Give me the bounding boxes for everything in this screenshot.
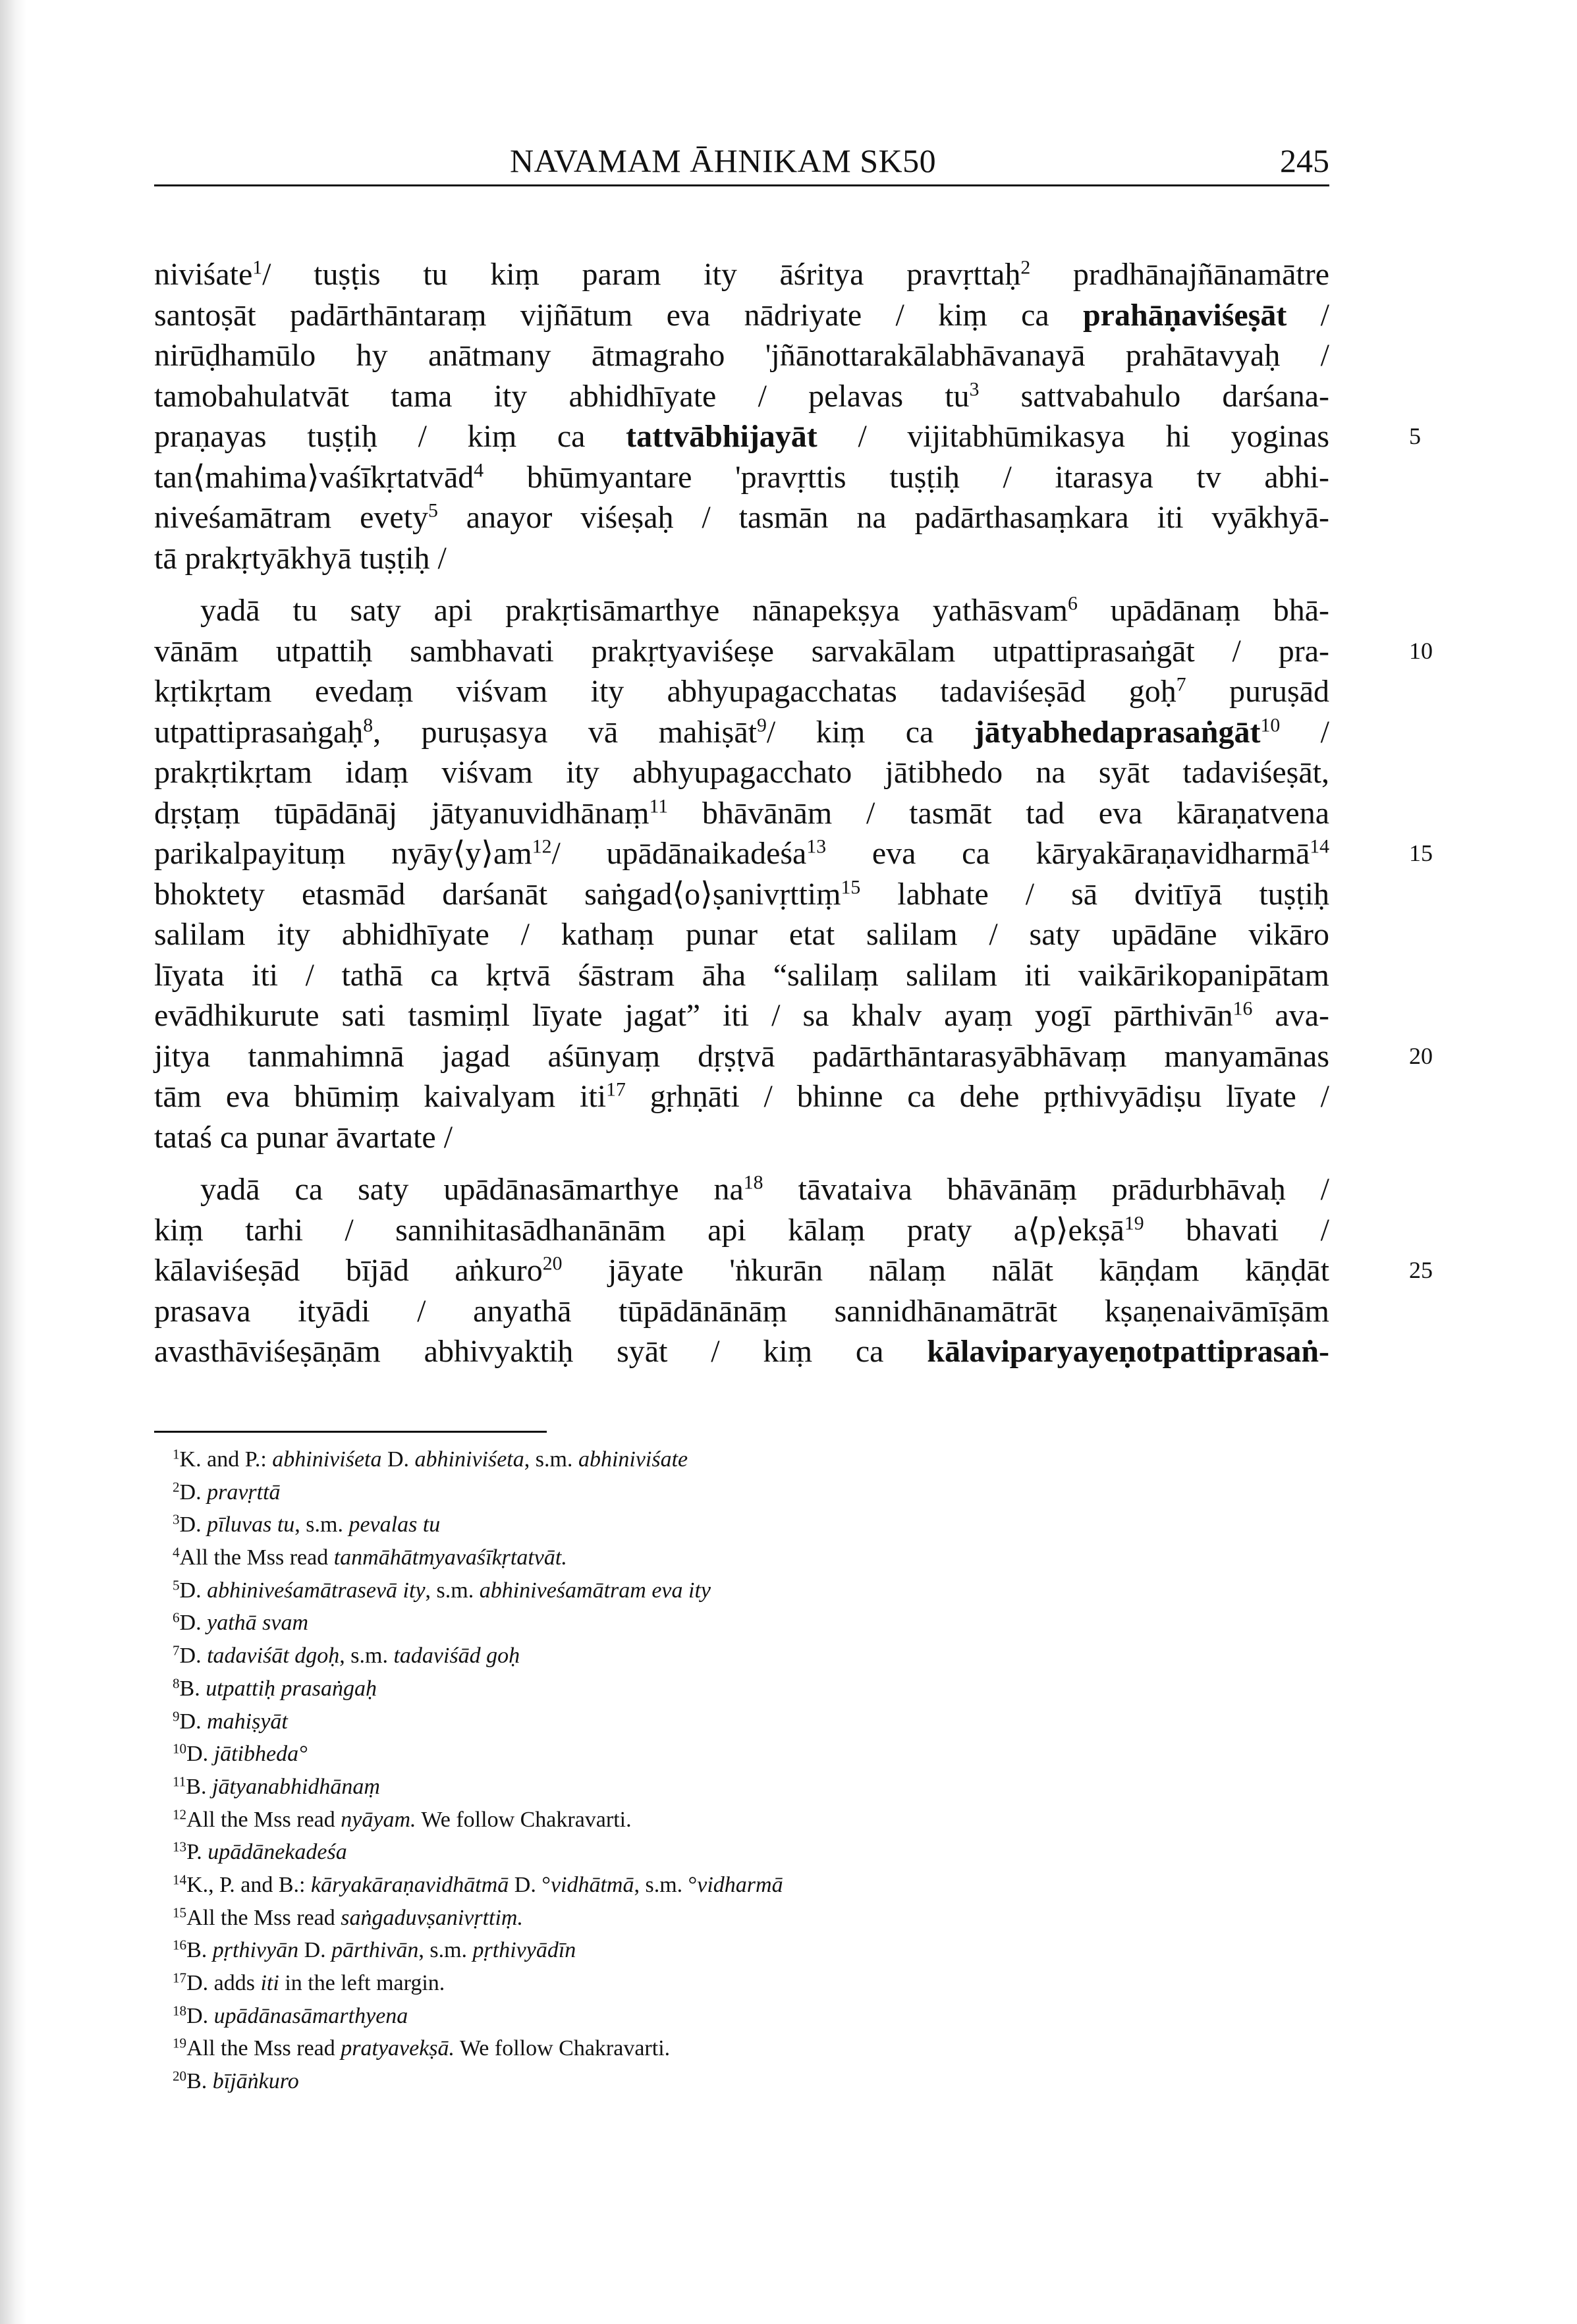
text-run: / upādānaikadeśa xyxy=(551,836,807,871)
line-content xyxy=(154,1210,1329,1251)
text-run: D. xyxy=(179,1480,208,1505)
text-run: D. xyxy=(179,1578,208,1603)
running-header xyxy=(154,142,1329,181)
line-content xyxy=(154,712,1329,753)
text-run: K., P. and B.: xyxy=(186,1872,311,1897)
footnote-ref: 20 xyxy=(542,1252,563,1275)
footnote-number: 15 xyxy=(173,1904,187,1921)
line-content xyxy=(154,1076,1329,1117)
text-run: nirūḍhamūlo hy anātmany ātmagraho 'jñānottarakālabhāvanayā prahātavyaḥ / xyxy=(154,338,1329,373)
footnote xyxy=(173,1673,1292,1705)
text-run: , s.m. xyxy=(339,1644,394,1669)
footnote-number: 5 xyxy=(173,1577,180,1593)
italic-reading: yathā svam xyxy=(207,1611,309,1636)
text-run: bhūmyantare 'pravṛttis tuṣṭiḥ / itarasya tv abhi- xyxy=(484,459,1329,495)
footnotes xyxy=(173,1443,1292,2098)
bold-lemma: kālaviparyayeṇotpattiprasaṅ- xyxy=(927,1334,1329,1369)
text-line xyxy=(154,1291,1329,1332)
bold-lemma: prahāṇaviśeṣāt xyxy=(1082,297,1287,333)
text-run: All the Mss read xyxy=(186,1905,341,1930)
footnote xyxy=(173,2032,1292,2065)
text-line xyxy=(154,955,1329,996)
main-text xyxy=(154,254,1433,1372)
text-run: tan⟨mahima⟩vaśīkṛtatvād xyxy=(154,459,474,495)
text-run: parikalpayituṃ nyāy⟨y⟩am xyxy=(154,836,532,871)
footnote-ref: 15 xyxy=(841,876,861,899)
line-content xyxy=(154,1331,1329,1372)
text-line xyxy=(154,712,1329,753)
footnote-number: 2 xyxy=(173,1479,180,1495)
footnote-ref: 6 xyxy=(1068,592,1078,615)
text-line xyxy=(154,833,1433,874)
text-run: salilam ity abhidhīyate / kathaṃ punar etat salilam / saty upādāne vikāro xyxy=(154,917,1329,952)
italic-reading: bījāṅkuro xyxy=(212,2069,299,2094)
footnote xyxy=(173,1836,1292,1869)
italic-reading: pṛthivyādīn xyxy=(472,1938,576,1963)
text-line xyxy=(154,995,1329,1036)
text-run: niviśate xyxy=(154,257,253,292)
line-content xyxy=(154,416,1329,457)
text-run: All the Mss read xyxy=(179,1545,334,1570)
text-run: dṛṣṭaṃ tūpādānāj jātyanuvidhānaṃ xyxy=(154,795,650,831)
text-run: D. xyxy=(179,1644,208,1669)
text-line xyxy=(154,457,1329,498)
italic-reading: abhiniveśamātram eva ity xyxy=(479,1578,711,1603)
italic-reading: vidharmā xyxy=(697,1872,783,1897)
footnote-number: 8 xyxy=(173,1675,180,1692)
text-line xyxy=(154,416,1421,457)
footnote-number: 6 xyxy=(173,1609,180,1626)
text-run: , s.m. xyxy=(294,1512,349,1537)
line-number: 5 xyxy=(1409,423,1421,449)
footnote-number: 16 xyxy=(173,1937,187,1953)
line-content xyxy=(154,793,1329,834)
text-run: kiṃ tarhi / sannihitasādhanānām api kālaṃ praty a⟨p⟩ekṣā xyxy=(154,1212,1124,1248)
footnote-ref: 19 xyxy=(1124,1212,1144,1234)
italic-reading: tadaviśād goḥ xyxy=(393,1644,520,1669)
text-run: labhate / sā dvitīyā tuṣṭiḥ xyxy=(860,876,1330,912)
text-run: gṛhṇāti / bhinne ca dehe pṛthivyādiṣu līyate / xyxy=(625,1079,1329,1114)
line-content xyxy=(154,833,1329,874)
footnote-ref: 1 xyxy=(252,256,263,279)
line-number: 20 xyxy=(1409,1042,1433,1069)
text-run: tāvataiva bhāvānāṃ prādurbhāvaḥ / xyxy=(763,1172,1329,1207)
text-line xyxy=(154,793,1329,834)
footnote-ref: 16 xyxy=(1232,997,1253,1020)
line-content xyxy=(154,538,447,579)
line-content xyxy=(154,874,1329,915)
line-content xyxy=(154,376,1329,417)
line-content xyxy=(200,590,1329,631)
text-run: prakṛtikṛtam idaṃ viśvam ity abhyupagacchato jātibhedo na syāt tadaviśeṣāt, xyxy=(154,755,1329,790)
line-content xyxy=(154,1117,453,1158)
line-content xyxy=(154,295,1329,336)
text-run: jitya tanmahimnā jagad aśūnyaṃ dṛṣṭvā padārthāntarasyābhāvaṃ manyamānas xyxy=(154,1038,1329,1074)
line-content xyxy=(154,631,1329,672)
text-run: eva ca kāryakāraṇavidharmā xyxy=(826,836,1310,871)
footnote-number: 3 xyxy=(173,1511,180,1528)
text-run: / kiṃ ca xyxy=(766,714,974,750)
footnote-ref: 17 xyxy=(606,1078,626,1101)
footnote xyxy=(173,1574,1292,1607)
text-run: bhoktety etasmād darśanāt saṅgad⟨o⟩ṣanivṛttiṃ xyxy=(154,876,841,912)
footnote-ref: 3 xyxy=(969,378,980,401)
footnote xyxy=(173,1443,1292,1476)
page-number: 245 xyxy=(1280,142,1329,179)
italic-reading: abhiniviśeta xyxy=(272,1447,382,1472)
footnote-ref: 11 xyxy=(649,795,669,817)
footnote-ref: 12 xyxy=(532,835,552,858)
text-run: jāyate 'ṅkurān nālaṃ nālāt kāṇḍam kāṇḍāt xyxy=(562,1253,1329,1288)
italic-reading: vidhātmā xyxy=(550,1872,634,1897)
italic-reading: saṅgaduvṣanivṛttiṃ. xyxy=(341,1905,523,1930)
footnote xyxy=(173,1967,1292,2000)
footnote xyxy=(173,1508,1292,1541)
text-run: utpattiprasaṅgaḥ xyxy=(154,714,364,750)
line-content xyxy=(154,752,1329,793)
italic-reading: iti xyxy=(260,1971,279,1995)
footnote xyxy=(173,1869,1292,1902)
footnote xyxy=(173,1640,1292,1673)
text-line xyxy=(154,752,1329,793)
text-line xyxy=(154,671,1329,712)
footnote-number: 19 xyxy=(173,2035,187,2051)
text-run: , puruṣasya vā mahiṣāt xyxy=(373,714,757,750)
bold-lemma: tattvābhijayāt xyxy=(626,419,817,454)
text-run: We follow Chakravarti. xyxy=(416,1807,632,1832)
line-content xyxy=(154,1036,1329,1077)
footnote-number: 1 xyxy=(173,1446,180,1462)
italic-reading: mahiṣyāt xyxy=(207,1709,288,1734)
text-run: kṛtikṛtam evedaṃ viśvam ity abhyupagacchatas tadaviśeṣād goḥ xyxy=(154,674,1176,709)
paragraph xyxy=(154,254,1421,578)
text-run: B. xyxy=(186,2069,213,2094)
line-content xyxy=(154,1291,1329,1332)
italic-reading: kāryakāraṇavidhātmā xyxy=(311,1872,509,1897)
footnote xyxy=(173,2000,1292,2033)
footnote-ref: 9 xyxy=(756,714,767,736)
footnote-number: 12 xyxy=(173,1806,187,1822)
line-content xyxy=(154,335,1329,376)
footnote xyxy=(173,1541,1292,1574)
footnote-ref: 10 xyxy=(1260,714,1281,736)
text-run: / xyxy=(1280,714,1330,750)
footnote xyxy=(173,1705,1292,1738)
line-number: 25 xyxy=(1409,1257,1433,1283)
text-run: līyata iti / tathā ca kṛtvā śāstram āha “salilaṃ salilam iti vaikārikopanipātam xyxy=(154,957,1329,993)
footnote-number: 9 xyxy=(173,1707,180,1724)
footnote-ref: 4 xyxy=(474,459,484,482)
italic-reading: tanmāhātmyavaśīkṛtatvāt. xyxy=(333,1545,567,1570)
text-line xyxy=(154,631,1433,672)
italic-reading: pevalas tu xyxy=(348,1512,441,1537)
paragraph xyxy=(154,1169,1433,1372)
italic-reading: nyāyam. xyxy=(341,1807,416,1832)
line-content xyxy=(154,914,1329,955)
text-line xyxy=(154,590,1329,631)
text-line xyxy=(154,1250,1433,1291)
text-run: ava- xyxy=(1252,998,1330,1033)
italic-reading: abhiniveśamātrasevā ity xyxy=(207,1578,426,1603)
footnote-number: 14 xyxy=(173,1871,187,1888)
footnote-ref: 18 xyxy=(743,1171,763,1194)
text-run: anayor viśeṣaḥ / tasmān na padārthasaṃkara iti vyākhyā- xyxy=(437,500,1330,535)
text-line xyxy=(154,1076,1329,1117)
text-line xyxy=(154,376,1329,417)
text-run: tamobahulatvāt tama ity abhidhīyate / pelavas tu xyxy=(154,378,970,414)
italic-reading: abhiniviśate xyxy=(578,1447,688,1472)
text-line xyxy=(154,1036,1433,1077)
line-content xyxy=(154,1250,1329,1291)
text-run: yadā ca saty upādānasāmarthye na xyxy=(200,1172,744,1207)
footnote-rule xyxy=(154,1431,547,1433)
text-run: , s.m. ° xyxy=(634,1872,698,1897)
bold-lemma: jātyabhedaprasaṅgāt xyxy=(974,714,1261,750)
italic-reading: pīluvas tu xyxy=(207,1512,295,1537)
text-run: P. xyxy=(186,1840,208,1865)
text-run: tām eva bhūmiṃ kaivalyam iti xyxy=(154,1079,607,1114)
text-run: puruṣād xyxy=(1186,674,1330,709)
text-line xyxy=(154,1169,1329,1210)
text-run: D. xyxy=(381,1447,415,1472)
footnote-number: 7 xyxy=(173,1642,180,1659)
text-run: upādānaṃ bhā- xyxy=(1077,593,1329,628)
line-content xyxy=(154,497,1329,538)
text-run: vānām utpattiḥ sambhavati prakṛtyaviśeṣe sarvakālam utpattiprasaṅgāt / pra- xyxy=(154,633,1329,669)
line-content xyxy=(154,254,1329,295)
line-content xyxy=(154,955,1329,996)
italic-reading: pravṛttā xyxy=(207,1480,281,1505)
text-run: D. xyxy=(186,1742,214,1767)
footnote-ref: 2 xyxy=(1020,256,1031,279)
text-line xyxy=(154,1117,1329,1158)
italic-reading: upādānekadeśa xyxy=(208,1840,347,1865)
text-run: prasava ityādi / anyathā tūpādānānāṃ sannidhānamātrāt kṣaṇenaivāmīṣām xyxy=(154,1293,1329,1329)
footnote-ref: 8 xyxy=(363,714,374,736)
footnote-ref: 14 xyxy=(1310,835,1329,858)
text-run: D. xyxy=(186,2003,214,2028)
footnote xyxy=(173,1607,1292,1640)
text-line xyxy=(154,1331,1329,1372)
text-run: D. adds xyxy=(186,1971,261,1995)
footnote xyxy=(173,1902,1292,1935)
text-run: in the left margin. xyxy=(279,1971,445,1995)
text-run: kālaviśeṣād bījād aṅkuro xyxy=(154,1253,543,1288)
text-run: All the Mss read xyxy=(186,1807,341,1832)
text-run: evādhikurute sati tasmiṃl līyate jagat” iti / sa khalv ayaṃ yogī pārthivān xyxy=(154,998,1233,1033)
text-run: bhavati / xyxy=(1144,1212,1329,1248)
italic-reading: utpattiḥ prasaṅgaḥ xyxy=(206,1676,377,1701)
text-run: santoṣāt padārthāntaraṃ vijñātum eva nādriyate / kiṃ ca xyxy=(154,297,1083,333)
text-line xyxy=(154,874,1329,915)
footnote-number: 4 xyxy=(173,1544,180,1561)
text-run: D. xyxy=(179,1611,208,1636)
italic-reading: tadaviśāt dgoḥ xyxy=(207,1644,340,1669)
text-line xyxy=(154,1210,1329,1251)
text-run: D. xyxy=(298,1938,332,1963)
text-run: All the Mss read xyxy=(186,2036,341,2061)
text-line xyxy=(154,538,1329,579)
footnote xyxy=(173,1476,1292,1509)
text-line xyxy=(154,254,1329,295)
header-rule xyxy=(154,184,1329,186)
text-run: praṇayas tuṣṭiḥ / kiṃ ca xyxy=(154,419,626,454)
footnote-number: 11 xyxy=(173,1773,186,1790)
footnote-ref: 13 xyxy=(806,835,827,858)
text-run: tā prakṛtyākhyā tuṣṭiḥ / xyxy=(154,540,447,576)
footnote-number: 10 xyxy=(173,1740,187,1757)
text-line xyxy=(154,335,1329,376)
line-content xyxy=(154,995,1329,1036)
text-line xyxy=(154,295,1329,336)
text-run: D. xyxy=(179,1512,208,1537)
paragraph xyxy=(154,590,1433,1157)
footnote-ref: 5 xyxy=(428,499,438,522)
italic-reading: pṛthivyān xyxy=(212,1938,299,1963)
italic-reading: jātibheda° xyxy=(213,1742,308,1767)
italic-reading: jātyanabhidhānaṃ xyxy=(211,1774,380,1799)
running-title: NAVAMAM ĀHNIKAM SK50 xyxy=(510,142,937,179)
footnote xyxy=(173,1804,1292,1837)
footnote xyxy=(173,1934,1292,1967)
text-run: , s.m. xyxy=(418,1938,473,1963)
italic-reading: upādānasāmarthyena xyxy=(213,2003,408,2028)
text-run: / xyxy=(1286,297,1329,333)
text-run: niveśamātram evety xyxy=(154,500,429,535)
italic-reading: abhiniviśeta xyxy=(414,1447,524,1472)
text-run: yadā tu saty api prakṛtisāmarthye nānapekṣya yathāsvam xyxy=(200,593,1068,628)
footnote-number: 20 xyxy=(173,2068,187,2084)
text-run: , s.m. xyxy=(524,1447,578,1472)
footnote xyxy=(173,1771,1292,1804)
text-line xyxy=(154,914,1329,955)
text-run: B. xyxy=(186,1938,213,1963)
italic-reading: pārthivān xyxy=(331,1938,419,1963)
scan-edge-shadow xyxy=(0,0,26,2324)
text-run: pradhānajñānamātre xyxy=(1030,257,1329,292)
italic-reading: pratyavekṣā. xyxy=(341,2036,455,2061)
text-run: We follow Chakravarti. xyxy=(455,2036,671,2061)
line-content xyxy=(154,671,1329,712)
footnote-ref: 7 xyxy=(1176,673,1186,696)
line-content xyxy=(200,1169,1329,1210)
footnote-number: 17 xyxy=(173,1970,187,1986)
text-run: B. xyxy=(179,1676,206,1701)
text-run: avasthāviśeṣāṇām abhivyaktiḥ syāt / kiṃ ca xyxy=(154,1334,927,1369)
text-run: , s.m. xyxy=(425,1578,480,1603)
text-run: D. xyxy=(179,1709,208,1734)
footnote-number: 13 xyxy=(173,1839,187,1855)
footnote xyxy=(173,2065,1292,2098)
text-run: sattvabahulo darśana- xyxy=(979,378,1329,414)
text-run: K. and P.: xyxy=(179,1447,273,1472)
text-run: B. xyxy=(186,1774,212,1799)
text-run: / vijitabhūmikasya hi yoginas xyxy=(817,419,1329,454)
line-number: 10 xyxy=(1409,637,1433,664)
text-run: / tuṣṭis tu kiṃ param ity āśritya pravṛttaḥ xyxy=(262,257,1021,292)
line-number: 15 xyxy=(1409,840,1433,866)
text-run: bhāvānām / tasmāt tad eva kāraṇatvena xyxy=(668,795,1329,831)
text-run: tataś ca punar āvartate / xyxy=(154,1119,453,1155)
footnote-number: 18 xyxy=(173,2003,187,2019)
text-run: D. ° xyxy=(509,1872,551,1897)
footnote xyxy=(173,1738,1292,1771)
line-content xyxy=(154,457,1329,498)
text-line xyxy=(154,497,1329,538)
